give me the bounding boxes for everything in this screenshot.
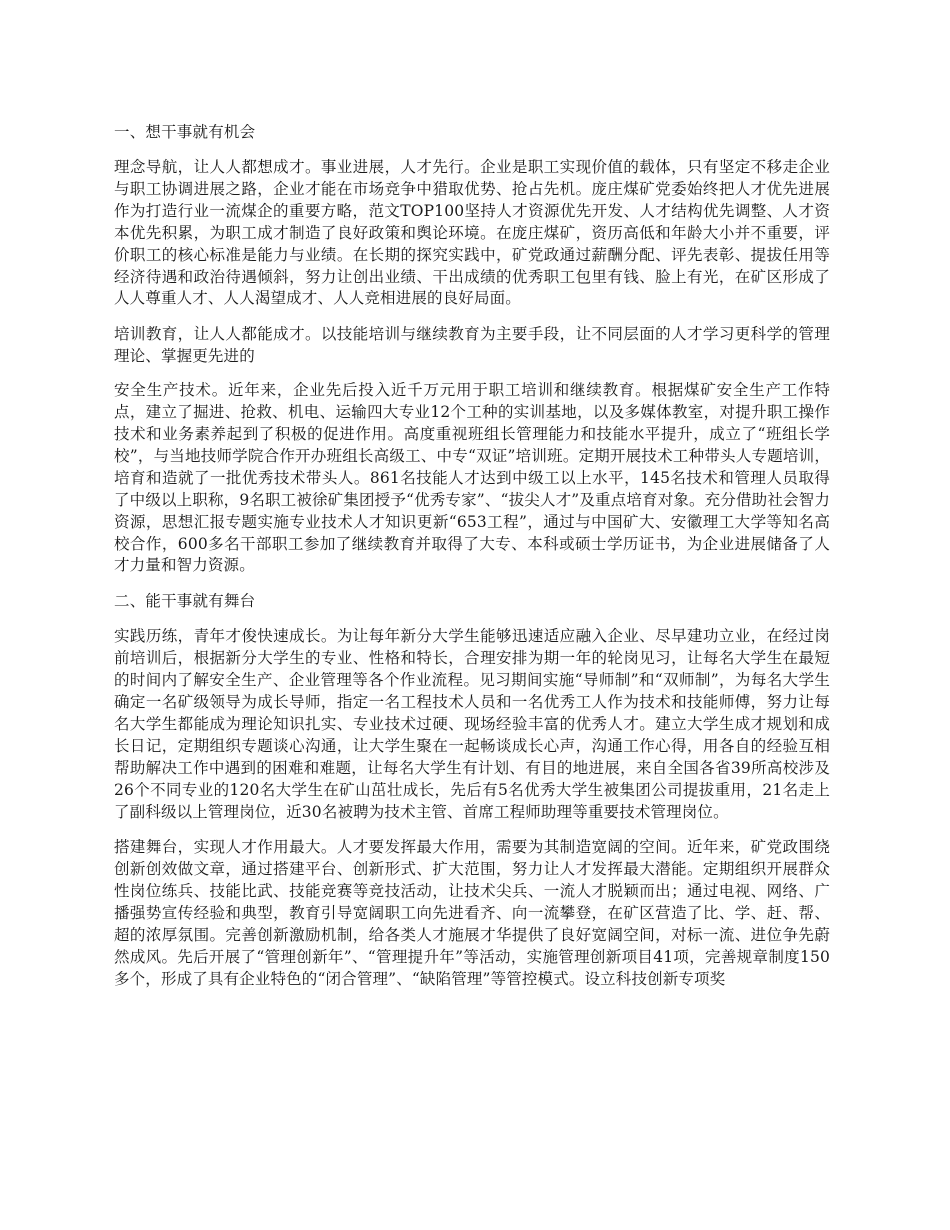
- document-page: [114, 122, 830, 1222]
- section-heading-1: 一、想干事就有机会: [114, 123, 256, 141]
- paragraph-training-intro: 培训教育，让人人都能成才。以技能培训与继续教育为主要手段，让不同层面的人才学习更科学的管理理论、掌握更先进的: [114, 325, 830, 366]
- paragraph-graduate-growth: 实践历练，青年才俊快速成长。为让每年新分大学生能够迅速适应融入企业、尽早建功立业，在经过岗前培训后，根据新分大学生的专业、性格和特长，合理安排为期一年的轮岗见习，让每名大学生在最短的时间内了解安全生产、企业管理等各个作业流程。见习期间实施“导师制”和“双师制”，为每名大学生确定一名矿级领导为成长导师，指定一名工程技术人员和一名优秀工人作为技术和技能师傅，努力让每名大学生都能成为理论知识扎实、专业技术过硬、现场经验丰富的优秀人才。建立大学生成才规划和成长日记，定期组织专题谈心沟通，让大学生聚在一起畅谈成长心声，沟通工作心得，用各自的经验互相帮助解决工作中遇到的困难和难题，让每名大学生有计划、有目的地进展，来自全国各省39所高校涉及26个不同专业的120名大学生在矿山茁壮成长，先后有5名优秀大学生被集团公司提拔重用，21名走上了副科级以上管理岗位，近30名被聘为技术主管、首席工程师助理等重要技术管理岗位。: [114, 627, 830, 821]
- paragraph-safety-training: 安全生产技术。近年来，企业先后投入近千万元用于职工培训和继续教育。根据煤矿安全生产工作特点，建立了掘进、抢救、机电、运输四大专业12个工种的实训基地，以及多媒体教室，对提升职工操作技术和业务素养起到了积极的促进作用。高度重视班组长管理能力和技能水平提升，成立了“班组长学校”，与当地技师学院合作开办班组长高级工、中专“双证”培训班。定期开展技术工种带头人专题培训，培育和造就了一批优秀技术带头人。861名技能人才达到中级工以上水平，145名技术和管理人员取得了中级以上职称，9名职工被徐矿集团授予“优秀专家”、“拔尖人才”及重点培育对象。充分借助社会智力资源，思想汇报专题实施专业技术人才知识更新“653工程”，通过与中国矿大、安徽理工大学等知名高校合作，600多名干部职工参加了继续教育并取得了大专、本科或硕士学历证书，为企业进展储备了人才力量和智力资源。: [114, 381, 830, 575]
- paragraph-platform-building: 搭建舞台，实现人才作用最大。人才要发挥最大作用，需要为其制造宽阔的空间。近年来，矿党政围绕创新创效做文章，通过搭建平台、创新形式、扩大范围，努力让人才发挥最大潜能。定期组织开展群众性岗位练兵、技能比武、技能竞赛等竞技活动，让技术尖兵、一流人才脱颖而出；通过电视、网络、广播强势宣传经验和典型，教育引导宽阔职工向先进看齐、向一流攀登，在矿区营造了比、学、赶、帮、超的浓厚氛围。完善创新激励机制，给各类人才施展才华提供了良好宽阔空间，对标一流、进位争先蔚然成风。先后开展了“管理创新年”、“管理提升年”等活动，实施管理创新项目41项，完善规章制度150多个，形成了具有企业特色的“闭合管理”、“缺陷管理”等管控模式。设立科技创新专项奖: [114, 838, 830, 988]
- paragraph-talent-concept: 理念导航，让人人都想成才。事业进展，人才先行。企业是职工实现价值的载体，只有坚定不移走企业与职工协调进展之路，企业才能在市场竞争中猎取优势、抢占先机。庞庄煤矿党委始终把人才优先进展作为打造行业一流煤企的重要方略，范文TOP100坚持人才资源优先开发、人才结构优先调整、人才资本优先积累，为职工成才制造了良好政策和舆论环境。在庞庄煤矿，资历高低和年龄大小并不重要，评价职工的核心标准是能力与业绩。在长期的探究实践中，矿党政通过薪酬分配、评先表彰、提拔任用等经济待遇和政治待遇倾斜，努力让创出业绩、干出成绩的优秀职工包里有钱、脸上有光，在矿区形成了人人尊重人才、人人渴望成才、人人竞相进展的良好局面。: [114, 158, 830, 308]
- section-heading-2: 二、能干事就有舞台: [114, 592, 256, 611]
